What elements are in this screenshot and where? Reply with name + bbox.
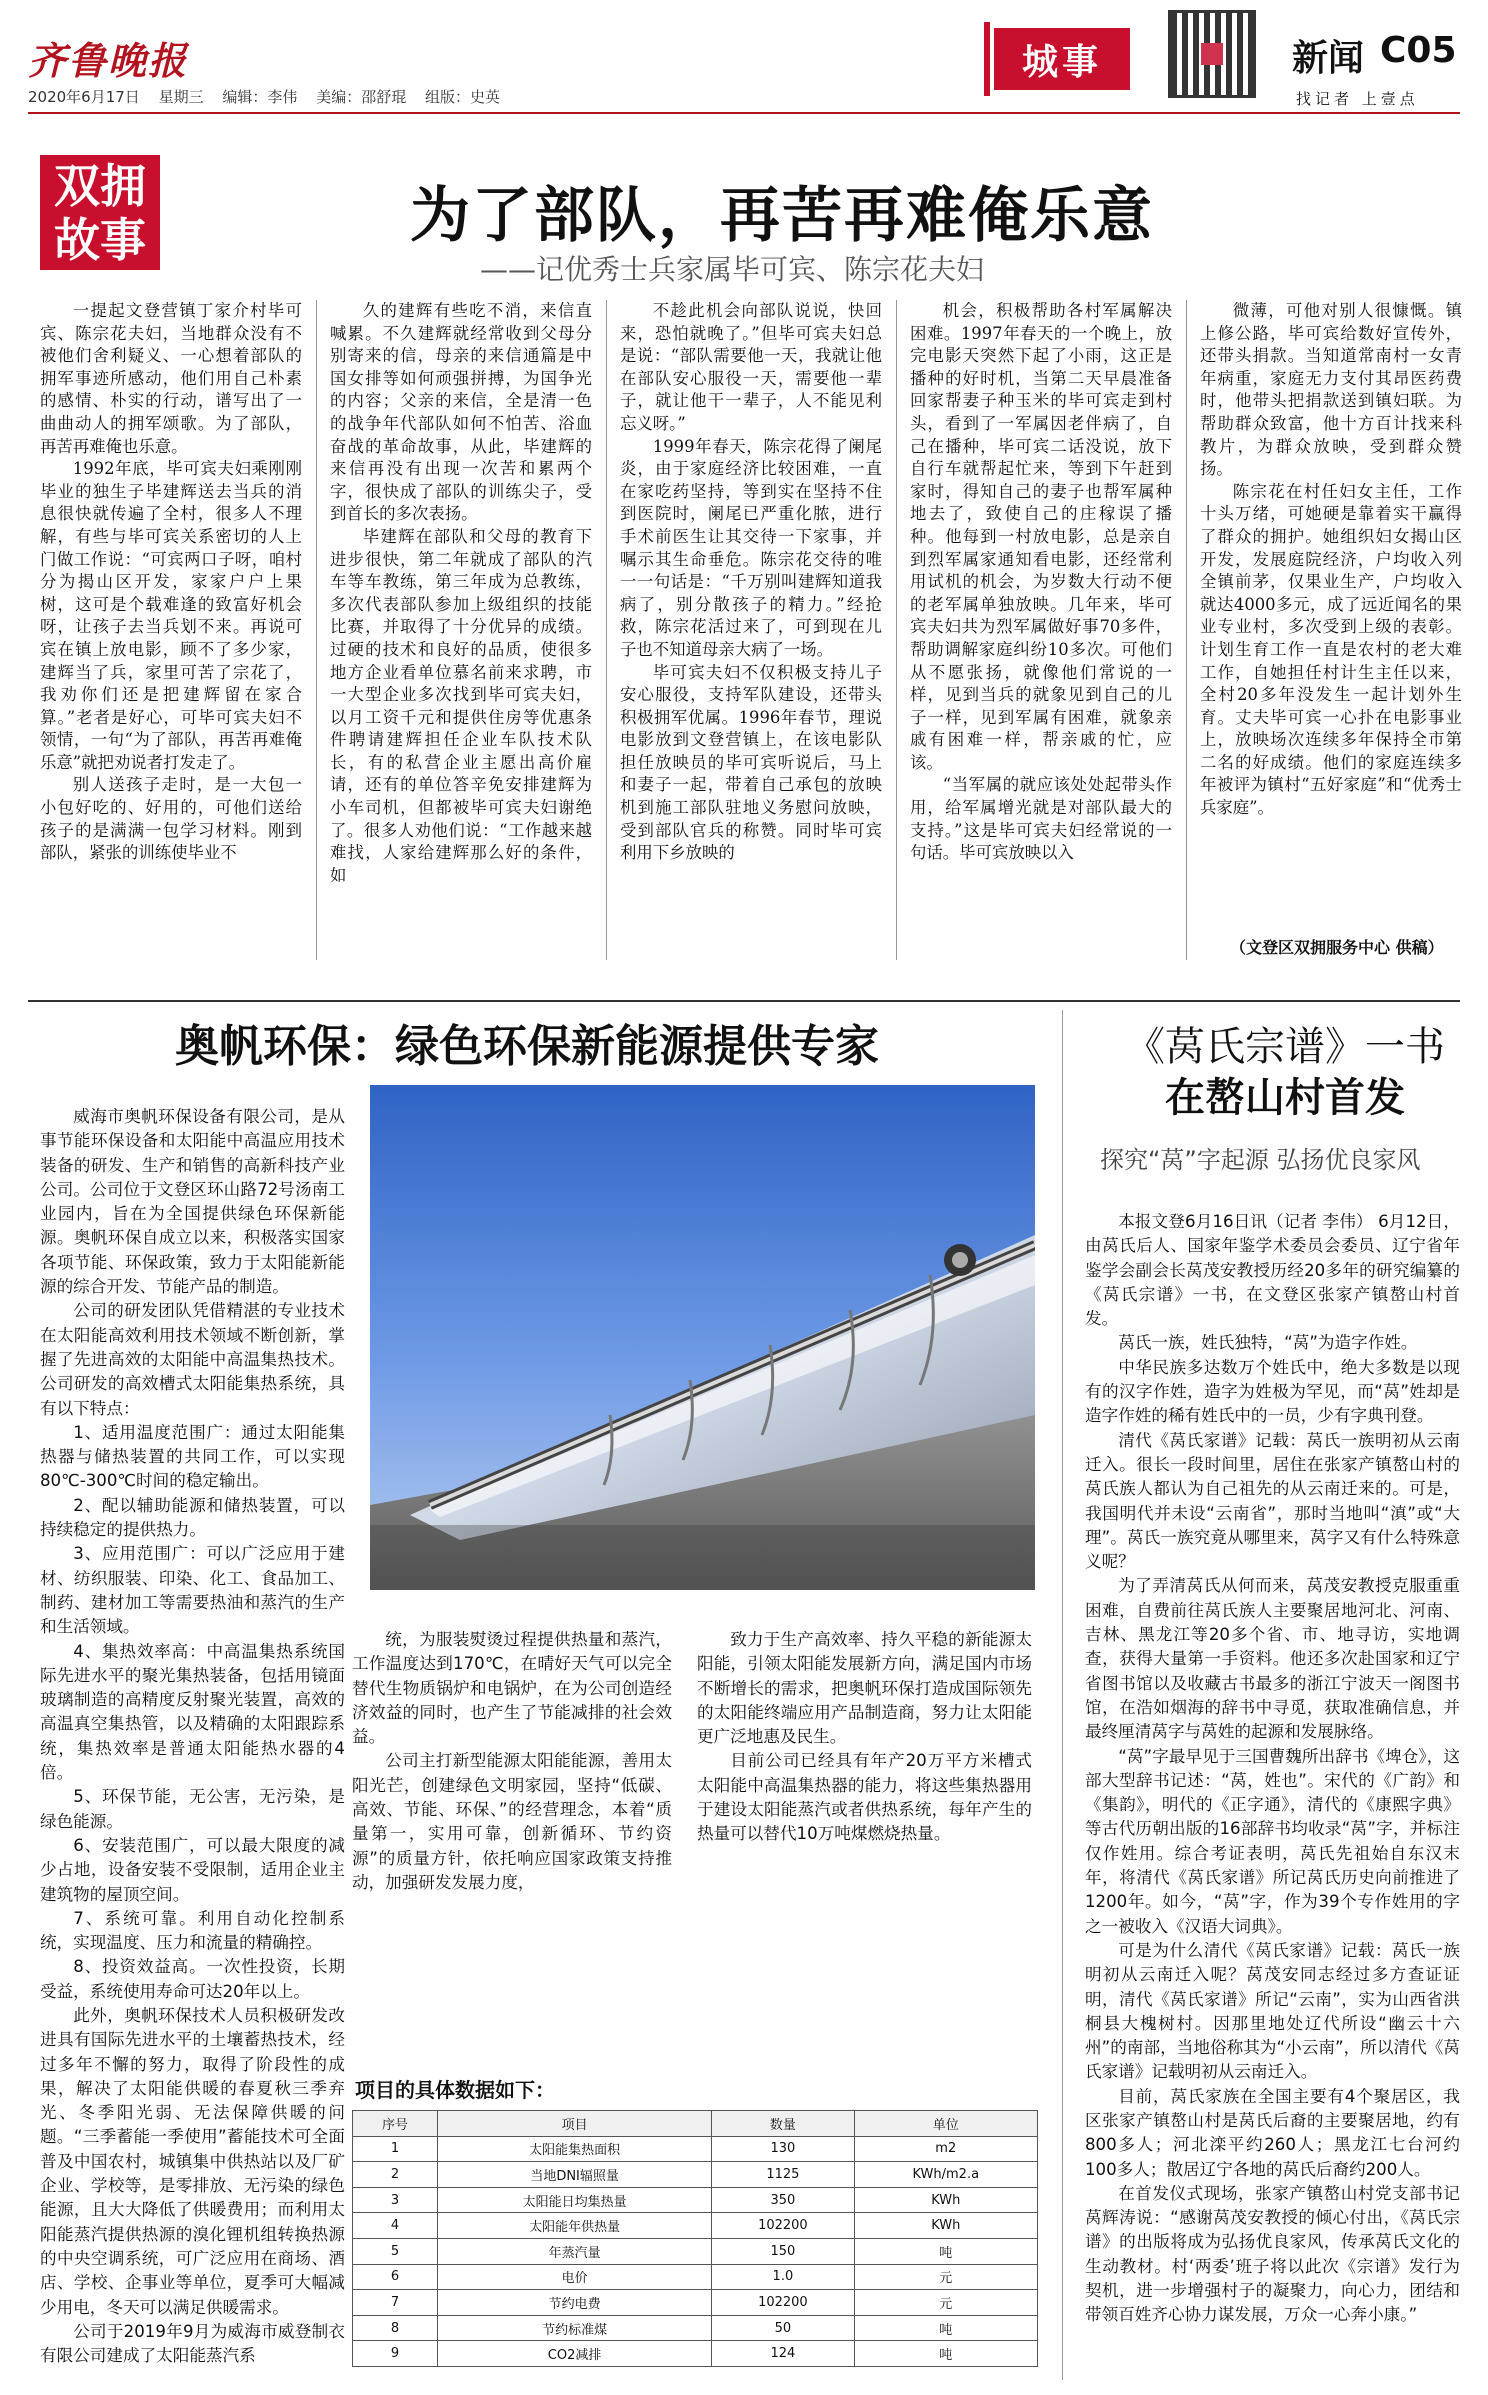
paragraph: 久的建辉有些吃不消，来信直喊累。不久建辉就经常收到父母分别寄来的信，母亲的来信通篇是中国女排等如何顽强拼搏，为国争光的内容；父亲的来信，全是清一色的战争年代部队如何不怕苦、浴血奋战的革命故事，从此，毕建辉的来信再没有出现一次苦和累两个字，很快成了部队的训练尖子，受到首长的多次表扬。 xyxy=(330,301,592,524)
column-divider xyxy=(1062,1010,1063,2380)
table-cell: 350 xyxy=(712,2187,854,2213)
table-cell: 9 xyxy=(353,2341,438,2367)
story1-column-5 xyxy=(1200,300,1462,820)
paragraph: 本报文登6月16日讯（记者 李伟） 6月12日，由莴氏后人、国家年鉴学术委员会委员、辽宁省年鉴学会副会长莴茂安教授历经20多年的研究编纂的《莴氏宗谱》一书，在文登区张家产镇嶅山村首发。 xyxy=(1085,1212,1460,1329)
paragraph: 在首发仪式现场，张家产镇嶅山村党支部书记莴辉涛说：“感谢莴茂安教授的倾心付出，《莴氏宗谱》的出版将成为弘扬优良家风，传承莴氏文化的生动教材。村‘两委’班子将以此次《宗谱》发行为契机，进一步增强村子的凝聚力，向心力，团结和带领百姓齐心协力谋发展，万众一心奔小康。” xyxy=(1085,2183,1460,2325)
paragraph: 公司的研发团队凭借精湛的专业技术在太阳能高效利用技术领域不断创新，掌握了先进高效的太阳能中高温集热技术。公司研发的高效槽式太阳能集热系统，具有以下特点： xyxy=(40,1301,345,1418)
qr-code-icon[interactable] xyxy=(1168,10,1256,98)
table-cell: 太阳能集热面积 xyxy=(437,2136,711,2162)
table-cell: 102200 xyxy=(712,2213,854,2239)
designer-credit: 美编：邵舒琨 xyxy=(316,88,407,106)
paragraph: 此外，奥帆环保技术人员积极研发改进具有国际先进水平的土壤蓄热技术，经过多年不懈的努力，取得了阶段性的成果，解决了太阳能供暖的春夏秋三季弃光、冬季阳光弱、无法保障供暖的问题。“三季蓄能一季使用”蓄能技术可全面普及中国农村，城镇集中供热站以及厂矿企业、学校等，是零排放、无污染的绿色能源，且大大降低了供暖费用；而利用太阳能蒸汽提供热源的溴化锂机组转换热源的中央空调系统，可广泛应用在商场、酒店、学校、企事业等单位，夏季可大幅减少用电，冬天可以满足供暖需求。 xyxy=(40,2005,345,2317)
table-cell: 当地DNI辐照量 xyxy=(437,2162,711,2188)
column-divider xyxy=(316,300,317,960)
table-header-cell: 序号 xyxy=(353,2111,438,2137)
story2-column-3 xyxy=(697,1628,1032,1847)
table-cell: 节约电费 xyxy=(437,2290,711,2316)
table-row xyxy=(353,2315,1038,2341)
editor-credit: 编辑：李伟 xyxy=(222,88,298,106)
table-row xyxy=(353,2136,1038,2162)
paragraph: 2、配以辅助能源和储热装置，可以持续稳定的提供热力。 xyxy=(40,1495,345,1540)
table-cell: 电价 xyxy=(437,2264,711,2290)
table-caption: 项目的具体数据如下： xyxy=(355,2078,555,2102)
paragraph: 1992年底，毕可宾夫妇乘刚刚毕业的独生子毕建辉送去当兵的消息很快就传遍了全村，很多人不理解，有些与毕可宾关系密切的人上门做工作说：“可宾两口子呀，咱村分为揭山区开发，家家户户上果树，这可是个载难逢的致富好机会呀，让孩子去当兵划不来。再说可宾在镇上放电影，顾不了多少家，建辉当了兵，家里可苦了宗花了，我劝你们还是把建辉留在家合算。”老者是好心，可毕可宾夫妇不领情，一句“为了部队，再苦再难俺乐意”就把劝说者打发走了。 xyxy=(40,459,302,772)
table-cell: KWh xyxy=(854,2187,1037,2213)
table-cell: 50 xyxy=(712,2315,854,2341)
layout-credit: 组版：史英 xyxy=(424,88,500,106)
table-cell: 节约标准煤 xyxy=(437,2315,711,2341)
paragraph: 8、投资效益高。一次性投资，长期受益，系统使用寿命可达20年以上。 xyxy=(40,1957,345,2001)
reporter-slogan: 找记者 上壹点 xyxy=(1296,90,1419,108)
story1-column-4 xyxy=(910,300,1172,865)
table-cell: 102200 xyxy=(712,2290,854,2316)
section-divider xyxy=(28,1000,1460,1002)
story2-column-1 xyxy=(40,1105,345,2368)
paragraph: 1、适用温度范围广：通过太阳能集热器与储热装置的共同工作，可以实现80℃-300℃时间的稳定输出。 xyxy=(40,1422,345,1491)
paragraph: 可是为什么清代《莴氏家谱》记载：莴氏一族明初从云南迁入呢？莴茂安同志经过多方查证证明，清代《莴氏家谱》所记“云南”，实为山西省洪桐县大槐树村。因那里地处辽代所设“幽云十六州”的南部，当地俗称其为“小云南”，所以清代《莴氏家谱》记载明初从云南迁入。 xyxy=(1085,1940,1460,2082)
table-cell: 太阳能年供热量 xyxy=(437,2213,711,2239)
table-row xyxy=(353,2264,1038,2290)
column-tag xyxy=(40,155,160,270)
column-divider xyxy=(896,300,897,960)
paragraph: 目前，莴氏家族在全国主要有4个聚居区，我区张家产镇嶅山村是莴氏后裔的主要聚居地，约有800多人；河北滦平约260人；黑龙江七台河约100多人；散居辽宁各地的莴氏后裔约200人。 xyxy=(1085,2086,1460,2179)
paragraph: 4、集热效率高：中高温集热系统国际先进水平的聚光集热装备，包括用镜面玻璃制造的高精度反射聚光装置，高效的高温真空集热管，以及精确的太阳跟踪系统，集热效率是普通太阳能热水器的4倍。 xyxy=(40,1641,345,1783)
table-header-cell: 项目 xyxy=(437,2111,711,2137)
table-cell: KWh/m2.a xyxy=(854,2162,1037,2188)
table-row xyxy=(353,2341,1038,2367)
paragraph: “当军属的就应该处处起带头作用，给军属增光就是对部队最大的支持。”这是毕可宾夫妇经常说的一句话。毕可宾放映以入 xyxy=(910,775,1172,863)
table-cell: 1.0 xyxy=(712,2264,854,2290)
paragraph: 威海市奥帆环保设备有限公司，是从事节能环保设备和太阳能中高温应用技术装备的研发、生产和销售的高新科技产业公司。公司位于文登区环山路72号汤南工业园内，旨在为全国提供绿色环保新能源。奥帆环保自成立以来，积极落实国家各项节能、环保政策，致力于太阳能新能源的综合开发、节能产品的制造。 xyxy=(40,1107,345,1297)
table-row xyxy=(353,2187,1038,2213)
table-cell: KWh xyxy=(854,2213,1037,2239)
table-cell: m2 xyxy=(854,2136,1037,2162)
paragraph: 统，为服装熨烫过程提供热量和蒸汽，工作温度达到170℃，在晴好天气可以完全替代生物质锅炉和电锅炉，在为公司创造经济效益的同时，也产生了节能减排的社会效益。 xyxy=(352,1630,672,1747)
column-divider xyxy=(606,300,607,960)
table-cell: 1 xyxy=(353,2136,438,2162)
column-tag-line2: 故事 xyxy=(54,213,146,267)
paragraph: 机会，积极帮助各村军属解决困难。1997年春天的一个晚上，放完电影天突然下起了小雨，这正是播种的好时机，当第二天早晨准备回家帮妻子种玉米的毕可宾走到村头，看到了一军属因老伴病了，自己在播种，毕可宾二话没说，放下自行车就帮起忙来，等到下午赶到家时，得知自己的妻子也帮军属种地去了，致使自己的庄稼误了播种。他每到一村放电影，总是亲自到烈军属家通知看电影，还经常利用试机的机会，为岁数大行动不便的老军属单独放映。几年来，毕可宾夫妇共为烈军属做好事70多件，帮助调解家庭纠纷10多次。可他们从不愿张扬，就像他们常说的一样，见到当兵的就象见到自己的儿子一样，见到军属有困难，就象亲戚有困难一样，帮亲戚的忙，应该。 xyxy=(910,301,1172,772)
table-row xyxy=(353,2162,1038,2188)
paragraph: 致力于生产高效率、持久平稳的新能源太阳能，引领太阳能发展新方向，满足国内市场不断增长的需求，把奥帆环保打造成国际领先的太阳能终端应用产品制造商，努力让太阳能更广泛地惠及民生。 xyxy=(697,1630,1032,1747)
paragraph: 莴氏一族，姓氏独特，“莴”为造字作姓。 xyxy=(1118,1333,1418,1353)
table-cell: 7 xyxy=(353,2290,438,2316)
paragraph: 一提起文登营镇丁家介村毕可宾、陈宗花夫妇，当地群众没有不被他们舍利疑义、一心想着部队的拥军事迹所感动，他们用自己朴素的感情、朴实的行动，谱写出了一曲曲动人的拥军颂歌。为了部队，再苦再难俺也乐意。 xyxy=(40,301,302,456)
news-label: 新闻 xyxy=(1292,38,1365,79)
table-cell: 吨 xyxy=(854,2341,1037,2367)
issue-info xyxy=(28,86,514,107)
story1-credit: （文登区双拥服务中心 供稿） xyxy=(1230,938,1444,957)
qr-logo-icon xyxy=(1201,43,1223,65)
table-cell: 1125 xyxy=(712,2162,854,2188)
header-divider xyxy=(28,112,1460,114)
table-cell: 元 xyxy=(854,2264,1037,2290)
paragraph: 7、系统可靠。利用自动化控制系统，实现温度、压力和流量的精确控。 xyxy=(40,1908,345,1953)
table-cell: 吨 xyxy=(854,2315,1037,2341)
table-cell: 130 xyxy=(712,2136,854,2162)
story1-column-3 xyxy=(620,300,882,865)
table-cell: 8 xyxy=(353,2315,438,2341)
table-cell: 150 xyxy=(712,2238,854,2264)
table-cell: 年蒸汽量 xyxy=(437,2238,711,2264)
story3-body xyxy=(1085,1210,1460,2328)
story3-subheadline: 探究“莴”字起源 弘扬优良家风 xyxy=(1100,1146,1421,1174)
paragraph: 6、安装范围广，可以最大限度的减少占地，设备安装不受限制，适用企业主建筑物的屋顶空间。 xyxy=(40,1835,345,1904)
story1-headline: 为了部队，再苦再难俺乐意 xyxy=(410,181,1154,251)
paragraph: 目前公司已经具有年产20万平方米槽式太阳能中高温集热器的能力，将这些集热器用于建设太阳能蒸汽或者供热系统，每年产生的热量可以替代10万吨煤燃烧热量。 xyxy=(697,1751,1032,1844)
story3-headline-line2: 在嶅山村首发 xyxy=(1165,1075,1405,1121)
paragraph: 3、应用范围广：可以广泛应用于建材、纺织服装、印染、化工、食品加工、制药、建材加工等需要热油和蒸汽的生产和生活领域。 xyxy=(40,1544,345,1637)
table-row xyxy=(353,2238,1038,2264)
paragraph: 不趁此机会向部队说说，快回来，恐怕就晚了。”但毕可宾夫妇总是说：“部队需要他一天，我就让他在部队安心服役一天，需要他一辈子，就让他干一辈子，人不能见利忘义呀。” xyxy=(620,301,882,433)
story2-column-2 xyxy=(352,1628,672,1895)
table-cell: 元 xyxy=(854,2290,1037,2316)
paragraph: 5、环保节能，无公害，无污染，是绿色能源。 xyxy=(40,1787,345,1831)
table-cell: 6 xyxy=(353,2264,438,2290)
paragraph: 毕可宾夫妇不仅积极支持儿子安心服役，支持军队建设，还带头积极拥军优属。1996年春节，理说电影放到文登营镇上，在该电影队担任放映员的毕可宾听说后，马上和妻子一起，带着自己承包的放映机到施工部队驻地义务慰问放映，受到部队官兵的称赞。同时毕可宾利用下乡放映的 xyxy=(620,662,882,863)
section-label: 城事 xyxy=(994,28,1130,90)
paragraph: 别人送孩子走时，是一大包一小包好吃的、好用的，可他们送给孩子的是满满一包学习材料。刚到部队，紧张的训练使毕业不 xyxy=(40,775,302,863)
table-cell: 3 xyxy=(353,2187,438,2213)
table-cell: 124 xyxy=(712,2341,854,2367)
table-header-cell: 单位 xyxy=(854,2111,1037,2137)
paragraph: 公司主打新型能源太阳能能源，善用太阳光芒，创建绿色文明家园，坚持“低碳、高效、节能、环保、”的经营理念，本着“质量第一，实用可靠，创新循环、节约资源”的质量方针，依托响应国家政策支持推动，加强研发发展力度， xyxy=(352,1751,672,1892)
table-cell: 5 xyxy=(353,2238,438,2264)
story1-subheadline: ——记优秀士兵家属毕可宾、陈宗花夫妇 xyxy=(480,253,985,286)
column-tag-line1: 双拥 xyxy=(54,159,146,213)
story2-headline: 奥帆环保：绿色环保新能源提供专家 xyxy=(175,1021,879,1072)
table-row xyxy=(353,2213,1038,2239)
paragraph: 公司于2019年9月为威海市威登制衣有限公司建成了太阳能蒸汽系 xyxy=(40,2321,345,2366)
paragraph: 清代《莴氏家谱》记载：莴氏一族明初从云南迁入。很长一段时间里，居住在张家产镇嶅山村的莴氏族人都认为自己祖先的从云南迁来的。可是，我国明代并未设“云南省”，那时当地叫“滇”或“大理”。莴氏一族究竟从哪里来，莴字又有什么特殊意义呢？ xyxy=(1085,1430,1460,1572)
story1-column-2 xyxy=(330,300,592,887)
paragraph: 为了弄清莴氏从何而来，莴茂安教授克服重重困难，自费前往莴氏族人主要聚居地河北、河南、吉林、黑龙江等20多个省、市、地寻访，实地调查，获得大量第一手资料。他还多次赴国家和辽宁省图书馆以及收藏古书最多的浙江宁波天一阁图书馆，在浩如烟海的辞书中寻觅，获取准确信息，并最终厘清莴字与莴姓的起源和发展脉络。 xyxy=(1085,1576,1460,1742)
story1-column-1 xyxy=(40,300,302,865)
table-cell: 太阳能日均集热量 xyxy=(437,2187,711,2213)
table-header-row xyxy=(353,2111,1038,2137)
paragraph: 毕建辉在部队和父母的教育下进步很快，第二年就成了部队的汽车等车教练，第三年成为总教练，多次代表部队参加上级组织的技能比赛，并取得了十分优异的成绩。过硬的技术和良好的品质，使很多地方企业看单位慕名前来求聘，市一大型企业多次找到毕可宾夫妇，以月工资千元和提供住房等优惠条件聘请建辉担任企业车队技术队长，有的私营企业主愿出高价雇请，还有的单位答辛免安排建辉为小车司机，但都被毕可宾夫妇谢绝了。很多人劝他们说：“工作越来越难找，人家给建辉那么好的条件，如 xyxy=(330,526,592,885)
paragraph: 陈宗花在村任妇女主任，工作十头万绪，可她硬是靠着实干赢得了群众的拥护。她组织妇女揭山区开发，发展庭院经济，户均收入列全镇前茅，仅果业生产，户均收入就达4000多元，成了远近闻名的果业专业村，多次受到上级的表彰。计划生育工作一直是农村的老大难工作，自她担任村计生主任以来，全村20多年没发生一起计划外生育。丈夫毕可宾一心扑在电影事业上，放映场次连续多年保持全市第二名的好成绩。他们的家庭连续多年被评为镇村“五好家庭”和“优秀士兵家庭”。 xyxy=(1200,481,1462,818)
column-divider xyxy=(1186,300,1187,960)
issue-weekday: 星期三 xyxy=(158,88,204,106)
issue-date: 2020年6月17日 xyxy=(28,88,140,106)
masthead-logo: 齐鲁晚报 xyxy=(28,38,189,83)
paragraph: 微薄，可他对别人很慷慨。镇上修公路，毕可宾给数好宣传外，还带头捐款。当知道常南村一女青年病重，家庭无力支付其昂医药费时，他带头把捐款送到镇妇联。为帮助群众致富，他十方百计找来科教片，为群众放映，受到群众赞扬。 xyxy=(1200,301,1462,479)
page-number: C05 xyxy=(1380,30,1457,71)
table-row xyxy=(353,2290,1038,2316)
paragraph: “莴”字最早见于三国曹魏所出辞书《埤仓》，这部大型辞书记述：“莴，姓也”。宋代的《广韵》和《集韵》，明代的《正字通》，清代的《康熙字典》等古代历朝出版的16部辞书均收录“莴”字，并标注仅作姓用。综合考证表明，莴氏先祖始自东汉末年，将清代《莴氏家谱》所记莴氏历史向前推进了1200年。如今，“莴”字，作为39个专作姓用的字之一被收入《汉语大词典》。 xyxy=(1085,1746,1460,1936)
story3-headline-line1: 《莴氏宗谱》一书 xyxy=(1125,1024,1445,1070)
table-cell: 4 xyxy=(353,2213,438,2239)
paragraph: 1999年春天，陈宗花得了阑尾炎，由于家庭经济比较困难，一直在家吃药坚持，等到实在坚持不住到医院时，阑尾已严重化脓，进行手术前医生让其交待一下家事，并嘱示其生命垂危。陈宗花交待的唯一一句话是：“千万别叫建辉知道我病了，别分散孩子的精力。”经抢救，陈宗花活过来了，可到现在儿子也不知道母亲大病了一场。 xyxy=(620,436,882,659)
table-cell: 吨 xyxy=(854,2238,1037,2264)
table-cell: CO2减排 xyxy=(437,2341,711,2367)
solar-collector-photo xyxy=(370,1085,1035,1590)
table-cell: 2 xyxy=(353,2162,438,2188)
paragraph: 中华民族多达数万个姓氏中，绝大多数是以现有的汉字作姓，造字为姓极为罕见，而“莴”姓却是造字作姓的稀有姓氏中的一员，少有字典刊登。 xyxy=(1085,1357,1460,1426)
table-header-cell: 数量 xyxy=(712,2111,854,2137)
project-data-table xyxy=(352,2110,1038,2367)
